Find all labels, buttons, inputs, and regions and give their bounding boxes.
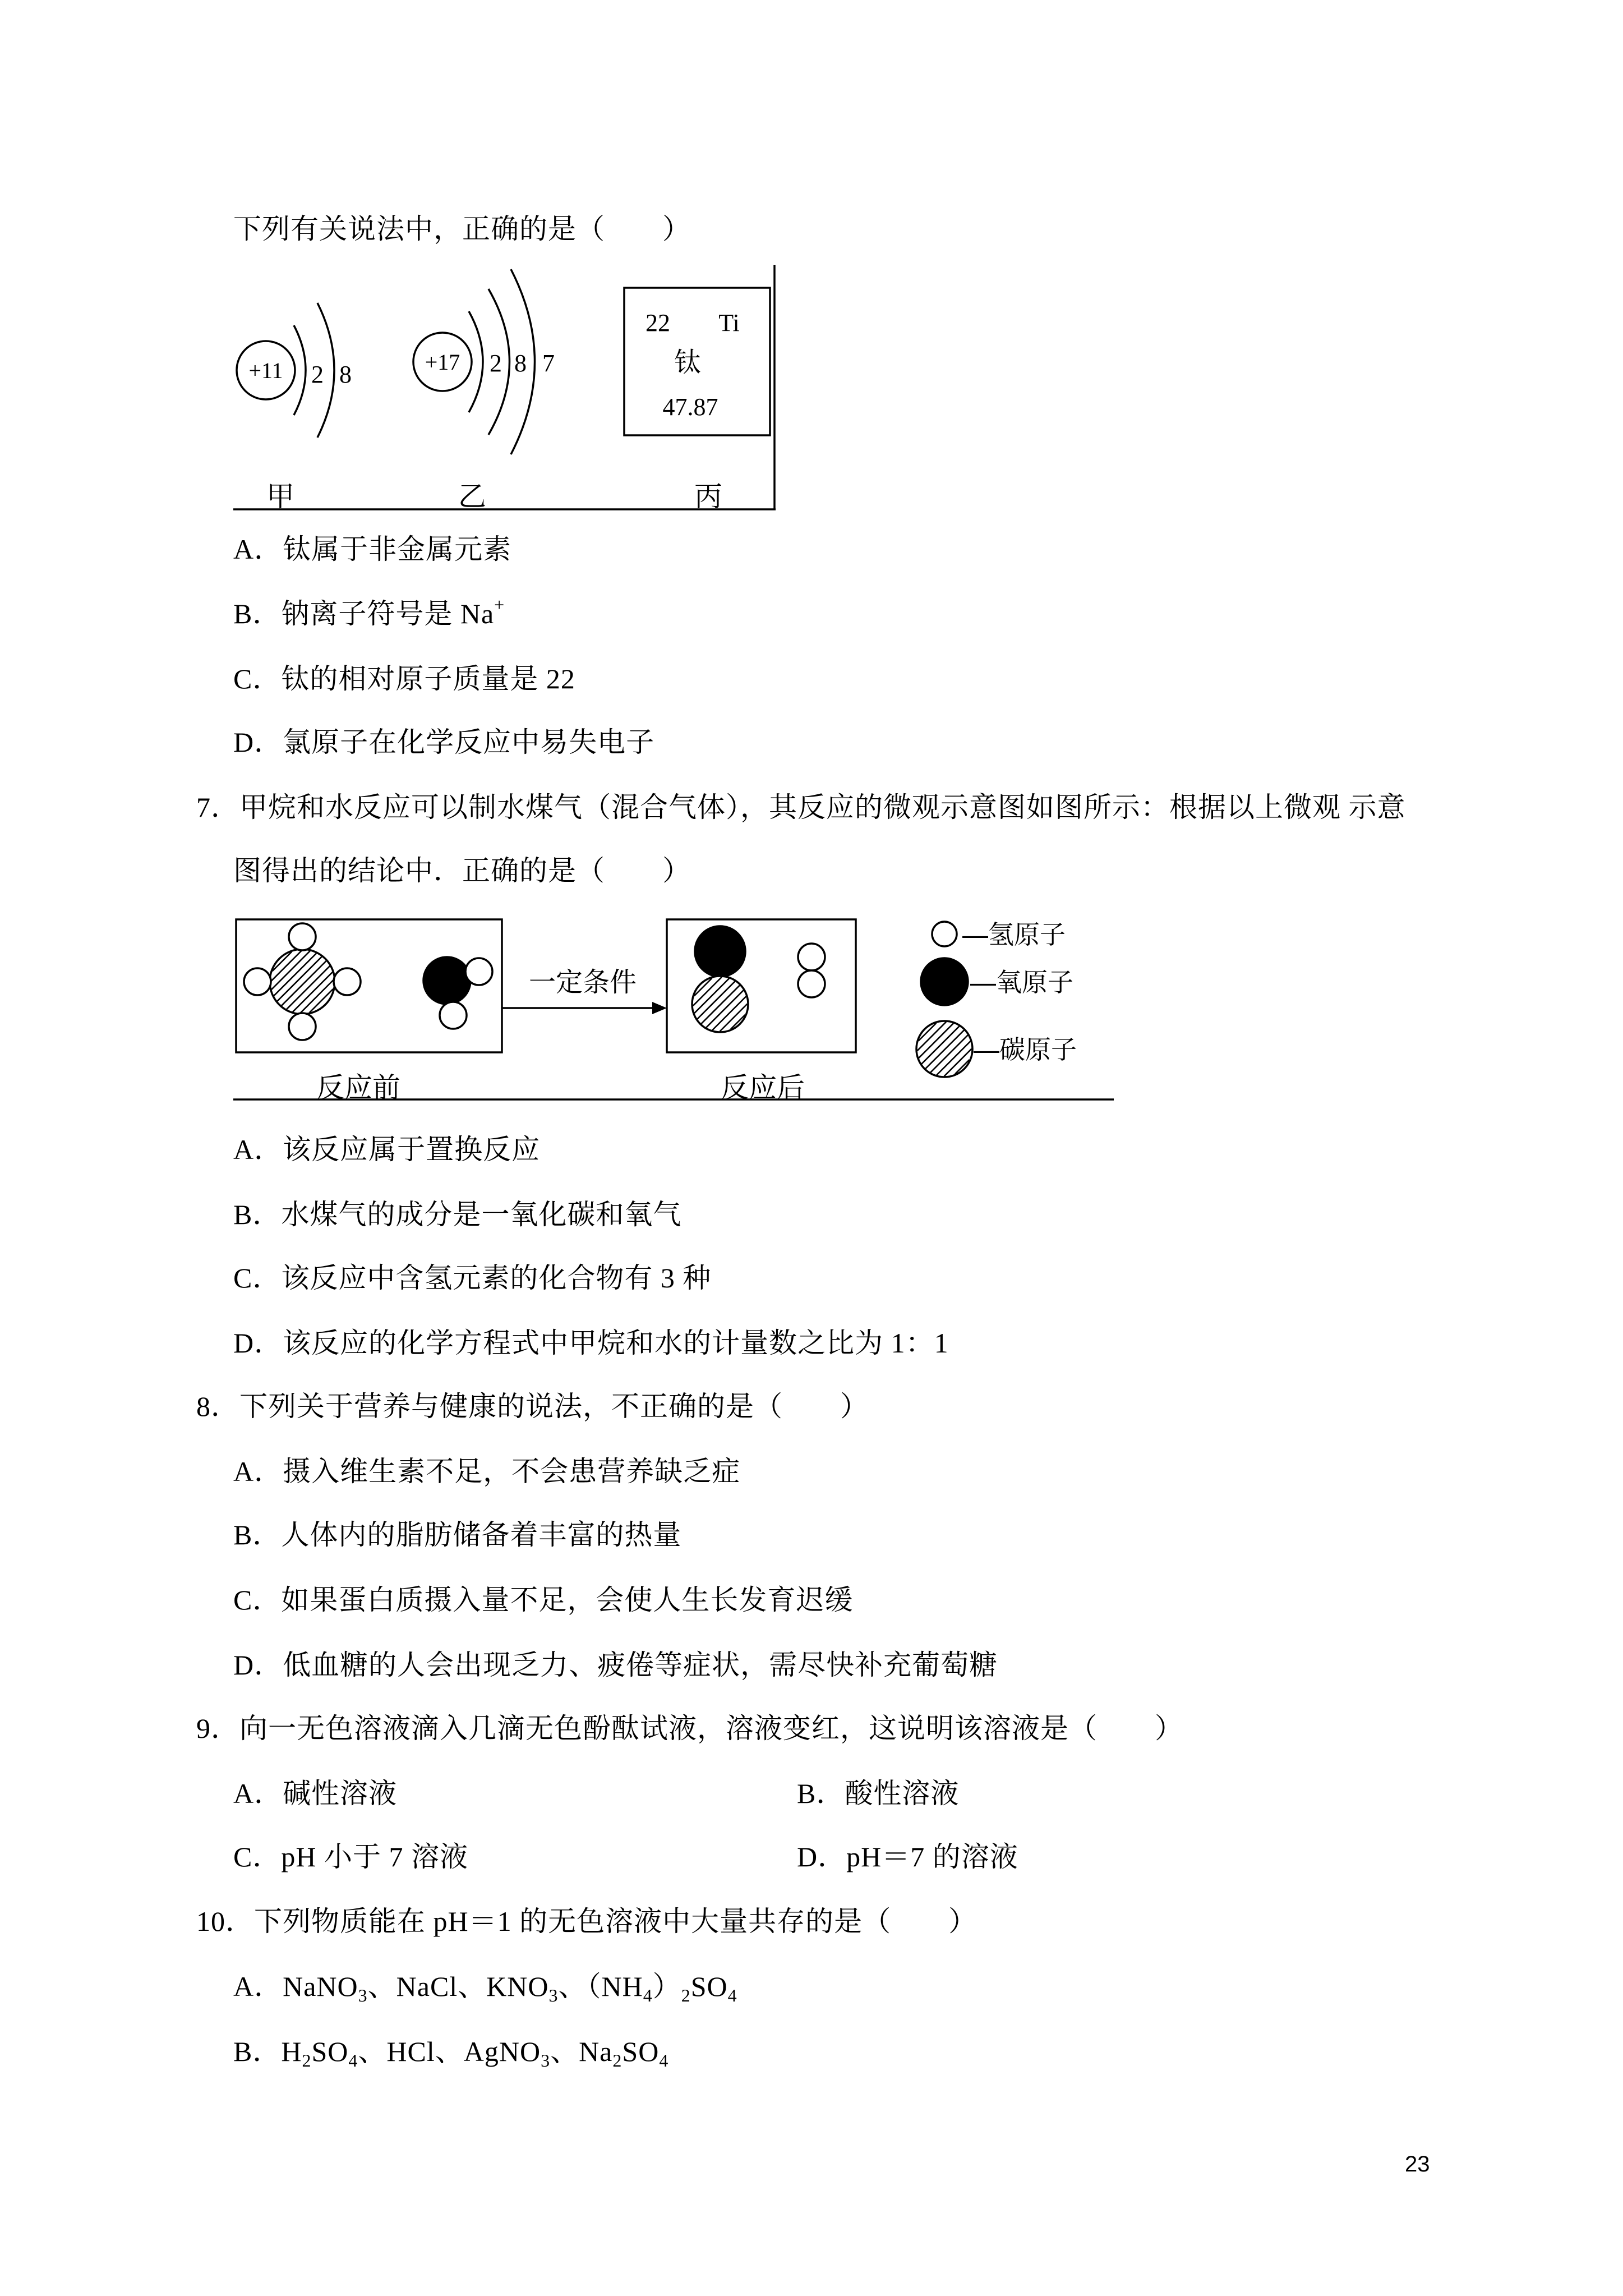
formula-subscript: 2	[612, 2050, 623, 2070]
formula-subscript: 4	[643, 1985, 653, 2005]
formula-text: SO	[690, 1971, 728, 2002]
formula-subscript: 3	[548, 1985, 559, 2005]
atom-structure-figure	[233, 264, 777, 510]
question-7-option-b: B．水煤气的成分是一氧化碳和氧气	[233, 1199, 682, 1230]
hydrogen-atom-icon	[334, 968, 361, 995]
element-name: 钛	[674, 348, 702, 378]
sodium-atom-structure	[237, 303, 352, 438]
formula-subscript: 2	[681, 1985, 691, 2005]
formula-text: 、NaCl、KNO	[367, 1971, 549, 2002]
question-8-option-a: A．摄入维生素不足，不会患营养缺乏症	[233, 1456, 741, 1487]
oxygen-atom-icon	[695, 926, 745, 977]
question-6-option-d: D．氯原子在化学反应中易失电子	[233, 726, 655, 758]
oxygen-atom-icon	[423, 957, 471, 1004]
question-9-option-d: D．pH＝7 的溶液	[797, 1841, 1018, 1872]
reaction-micro-diagram	[233, 914, 1114, 1111]
atomic-number: 22	[645, 309, 670, 337]
formula-subscript: 2	[302, 2050, 312, 2070]
question-8-option-d: D．低血糖的人会出现乏力、疲倦等症状，需尽快补充葡萄糖	[233, 1649, 998, 1681]
hydrogen-molecule	[798, 944, 825, 997]
formula-text: 、HCl、AgNO	[358, 2036, 541, 2067]
question-6-stem: 下列有关说法中，正确的是（ ）	[233, 213, 691, 245]
ion-charge-superscript: +	[494, 595, 505, 615]
formula-text: SO	[311, 2036, 349, 2067]
question-10-stem: 10．下列物质能在 pH＝1 的无色溶液中大量共存的是（ ）	[196, 1906, 978, 1937]
question-7-option-c: C．该反应中含氢元素的化合物有 3 种	[233, 1262, 712, 1294]
carbon-monoxide-molecule	[692, 926, 748, 1032]
formula-subscript: 3	[358, 1985, 368, 2005]
question-7-option-d: D．该反应的化学方程式中甲烷和水的计量数之比为 1：1	[233, 1327, 949, 1359]
formula-subscript: 4	[659, 2050, 669, 2070]
formula-text: B．H	[233, 2036, 302, 2067]
question-10-option-b	[233, 2036, 669, 2070]
figure-label-bing: 丙	[694, 481, 722, 512]
before-reaction-label: 反应前	[316, 1072, 400, 1103]
hydrogen-atom-icon	[798, 944, 825, 970]
hydrogen-atom-icon	[289, 923, 316, 950]
formula-text: A．NaNO	[233, 1971, 358, 2002]
formula-text: 、（NH	[558, 1971, 643, 2002]
hydrogen-atom-icon	[798, 970, 825, 997]
formula-subscript: 4	[348, 2050, 358, 2070]
chlorine-atom-structure	[413, 269, 555, 454]
hydrogen-atom-icon	[289, 1013, 316, 1040]
hydrogen-atom-icon	[932, 922, 957, 946]
question-8-option-b: B．人体内的脂肪储备着丰富的热量	[233, 1519, 682, 1550]
formula-text: 、Na	[550, 2036, 613, 2067]
question-9-option-c: C．pH 小于 7 溶液	[233, 1841, 468, 1872]
water-molecule	[423, 957, 492, 1029]
shell-electron-count: 8	[514, 349, 527, 377]
question-9-option-b: B．酸性溶液	[797, 1778, 960, 1809]
figure-label-yi: 乙	[458, 481, 486, 512]
question-9-stem: 9．向一无色溶液滴入几滴无色酚酞试液，溶液变红，这说明该溶液是（ ）	[196, 1713, 1183, 1744]
page-number: 23	[1405, 2152, 1430, 2177]
shell-electron-count: 7	[542, 349, 555, 377]
shell-electron-count: 2	[490, 349, 502, 377]
formula-subscript: 3	[541, 2050, 551, 2070]
question-7-option-a: A．该反应属于置换反应	[233, 1134, 541, 1165]
hydrogen-atom-icon	[465, 958, 492, 985]
element-symbol: Ti	[718, 309, 740, 337]
legend-carbon-label: —碳原子	[974, 1035, 1077, 1064]
relative-atomic-mass: 47.87	[662, 393, 718, 421]
formula-text: SO	[622, 2036, 660, 2067]
question-8-stem: 8．下列关于营养与健康的说法，不正确的是（ ）	[196, 1391, 869, 1422]
figure-label-jia: 甲	[266, 481, 294, 512]
question-7-stem-line-1: 7．甲烷和水反应可以制水煤气（混合气体），其反应的微观示意图如图所示：根据以上微观 示意	[196, 792, 1406, 823]
legend-hydrogen-label: —氢原子	[962, 920, 1066, 949]
shell-electron-count: 2	[311, 361, 324, 388]
reaction-condition: 一定条件	[528, 968, 637, 997]
question-10-option-a	[233, 1971, 737, 2005]
question-6-option-c: C．钛的相对原子质量是 22	[233, 663, 575, 694]
after-reaction-label: 反应后	[721, 1072, 805, 1103]
after-reaction-box	[667, 919, 856, 1052]
nucleus-charge: +11	[248, 358, 283, 383]
nucleus-charge: +17	[425, 349, 460, 375]
question-7-stem-line-2: 图得出的结论中．正确的是（ ）	[233, 855, 691, 886]
question-8-option-c: C．如果蛋白质摄入量不足，会使人生长发育迟缓	[233, 1584, 854, 1616]
hydrogen-atom-icon	[244, 968, 271, 995]
question-6-option-b	[233, 595, 505, 629]
reaction-arrow-head-icon	[652, 1002, 667, 1014]
hydrogen-atom-icon	[440, 1002, 467, 1029]
methane-molecule	[244, 923, 361, 1040]
option-text: B．钠离子符号是 Na	[233, 598, 495, 629]
formula-text: ）	[652, 1971, 681, 2002]
legend-oxygen-label: —氧原子	[970, 968, 1073, 997]
oxygen-atom-icon	[921, 958, 968, 1005]
shell-electron-count: 8	[339, 361, 352, 388]
formula-subscript: 4	[727, 1985, 737, 2005]
question-9-option-a: A．碱性溶液	[233, 1778, 398, 1809]
question-6-option-a: A．钛属于非金属元素	[233, 533, 512, 565]
titanium-element-card	[624, 288, 770, 435]
atom-legend	[916, 920, 1077, 1077]
